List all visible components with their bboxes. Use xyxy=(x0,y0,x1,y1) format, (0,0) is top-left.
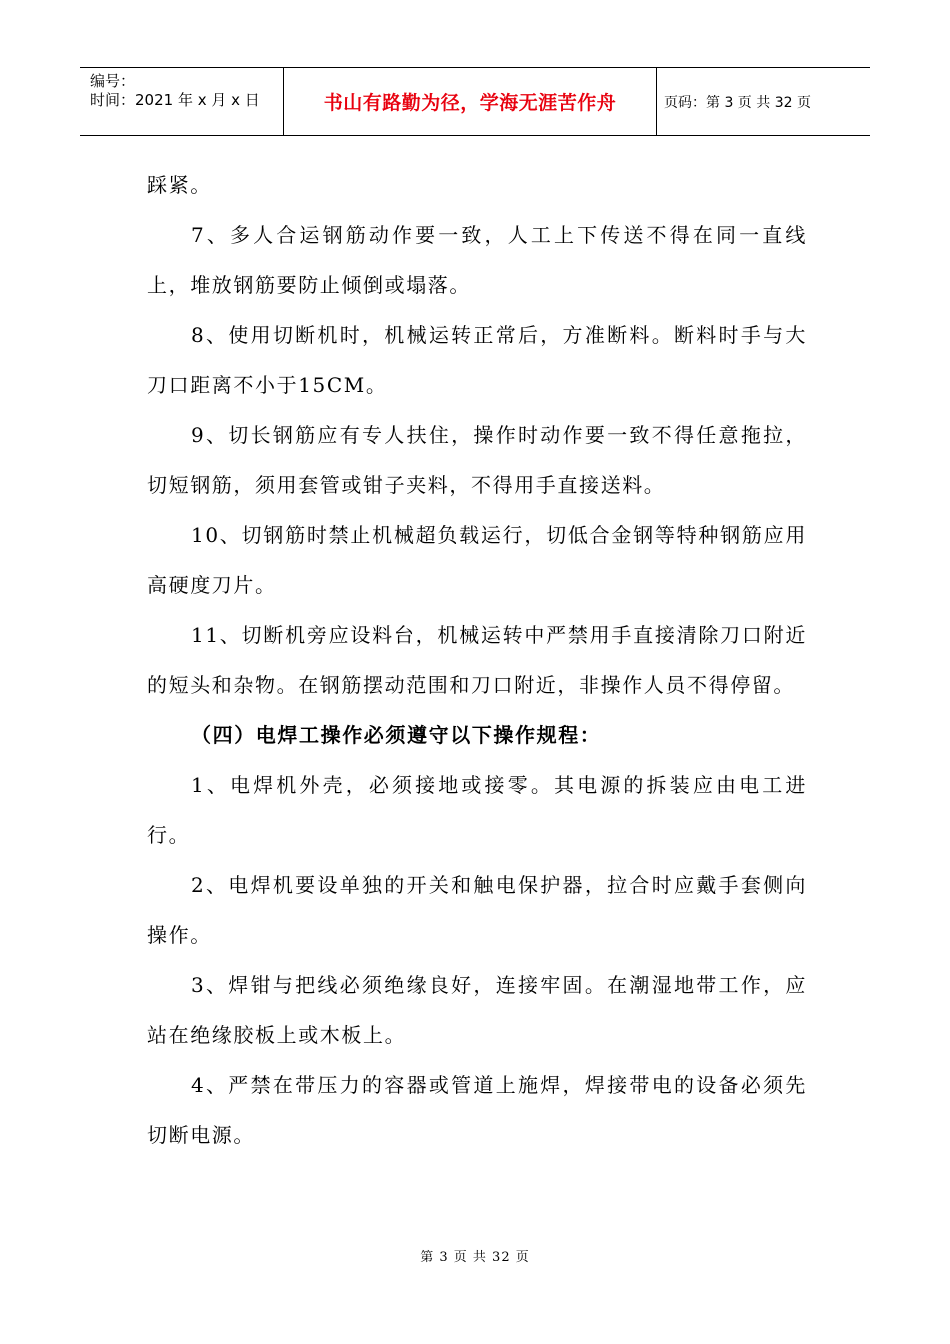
paragraph-welding-4: 4、严禁在带压力的容器或管道上施焊，焊接带电的设备必须先切断电源。 xyxy=(147,1073,807,1147)
paragraph-welding-2: 2、电焊机要设单独的开关和触电保护器，拉合时应戴手套侧向操作。 xyxy=(147,873,807,947)
paragraph-item-10: 10、切钢筋时禁止机械超负载运行，切低合金钢等特种钢筋应用高硬度刀片。 xyxy=(147,523,807,597)
page-header xyxy=(80,67,870,136)
document-number-label: 编号： xyxy=(90,72,136,90)
paragraph-item-7: 7、多人合运钢筋动作要一致，人工上下传送不得在同一直线上，堆放钢筋要防止倾倒或塌落。 xyxy=(147,223,807,297)
paragraph-welding-1: 1、电焊机外壳，必须接地或接零。其电源的拆装应由电工进行。 xyxy=(147,773,807,847)
section-heading: （四）电焊工操作必须遵守以下操作规程： xyxy=(191,723,602,747)
header-motto: 书山有路勤为径，学海无涯苦作舟 xyxy=(284,68,657,135)
paragraph-welding-3: 3、焊钳与把线必须绝缘良好，连接牢固。在潮湿地带工作，应站在绝缘胶板上或木板上。 xyxy=(147,973,807,1047)
header-meta xyxy=(80,68,284,135)
header-page-info: 页码：第 3 页 共 32 页 xyxy=(664,94,811,111)
paragraph-item-11: 11、切断机旁应设料台，机械运转中严禁用手直接清除刀口附近的短头和杂物。在钢筋摆动范围和刀口附近，非操作人员不得停留。 xyxy=(147,623,807,697)
document-date: 时间：2021 年 x 月 x 日 xyxy=(90,91,260,109)
paragraph-continuation: 踩紧。 xyxy=(147,173,212,197)
paragraph-item-8: 8、使用切断机时，机械运转正常后，方准断料。断料时手与大刀口距离不小于15CM。 xyxy=(147,323,807,397)
paragraph-item-9: 9、切长钢筋应有专人扶住，操作时动作要一致不得任意拖拉，切短钢筋，须用套管或钳子夹料，不得用手直接送料。 xyxy=(147,423,807,497)
document-body xyxy=(147,160,807,1160)
page-footer: 第 3 页 共 32 页 xyxy=(420,1250,530,1265)
